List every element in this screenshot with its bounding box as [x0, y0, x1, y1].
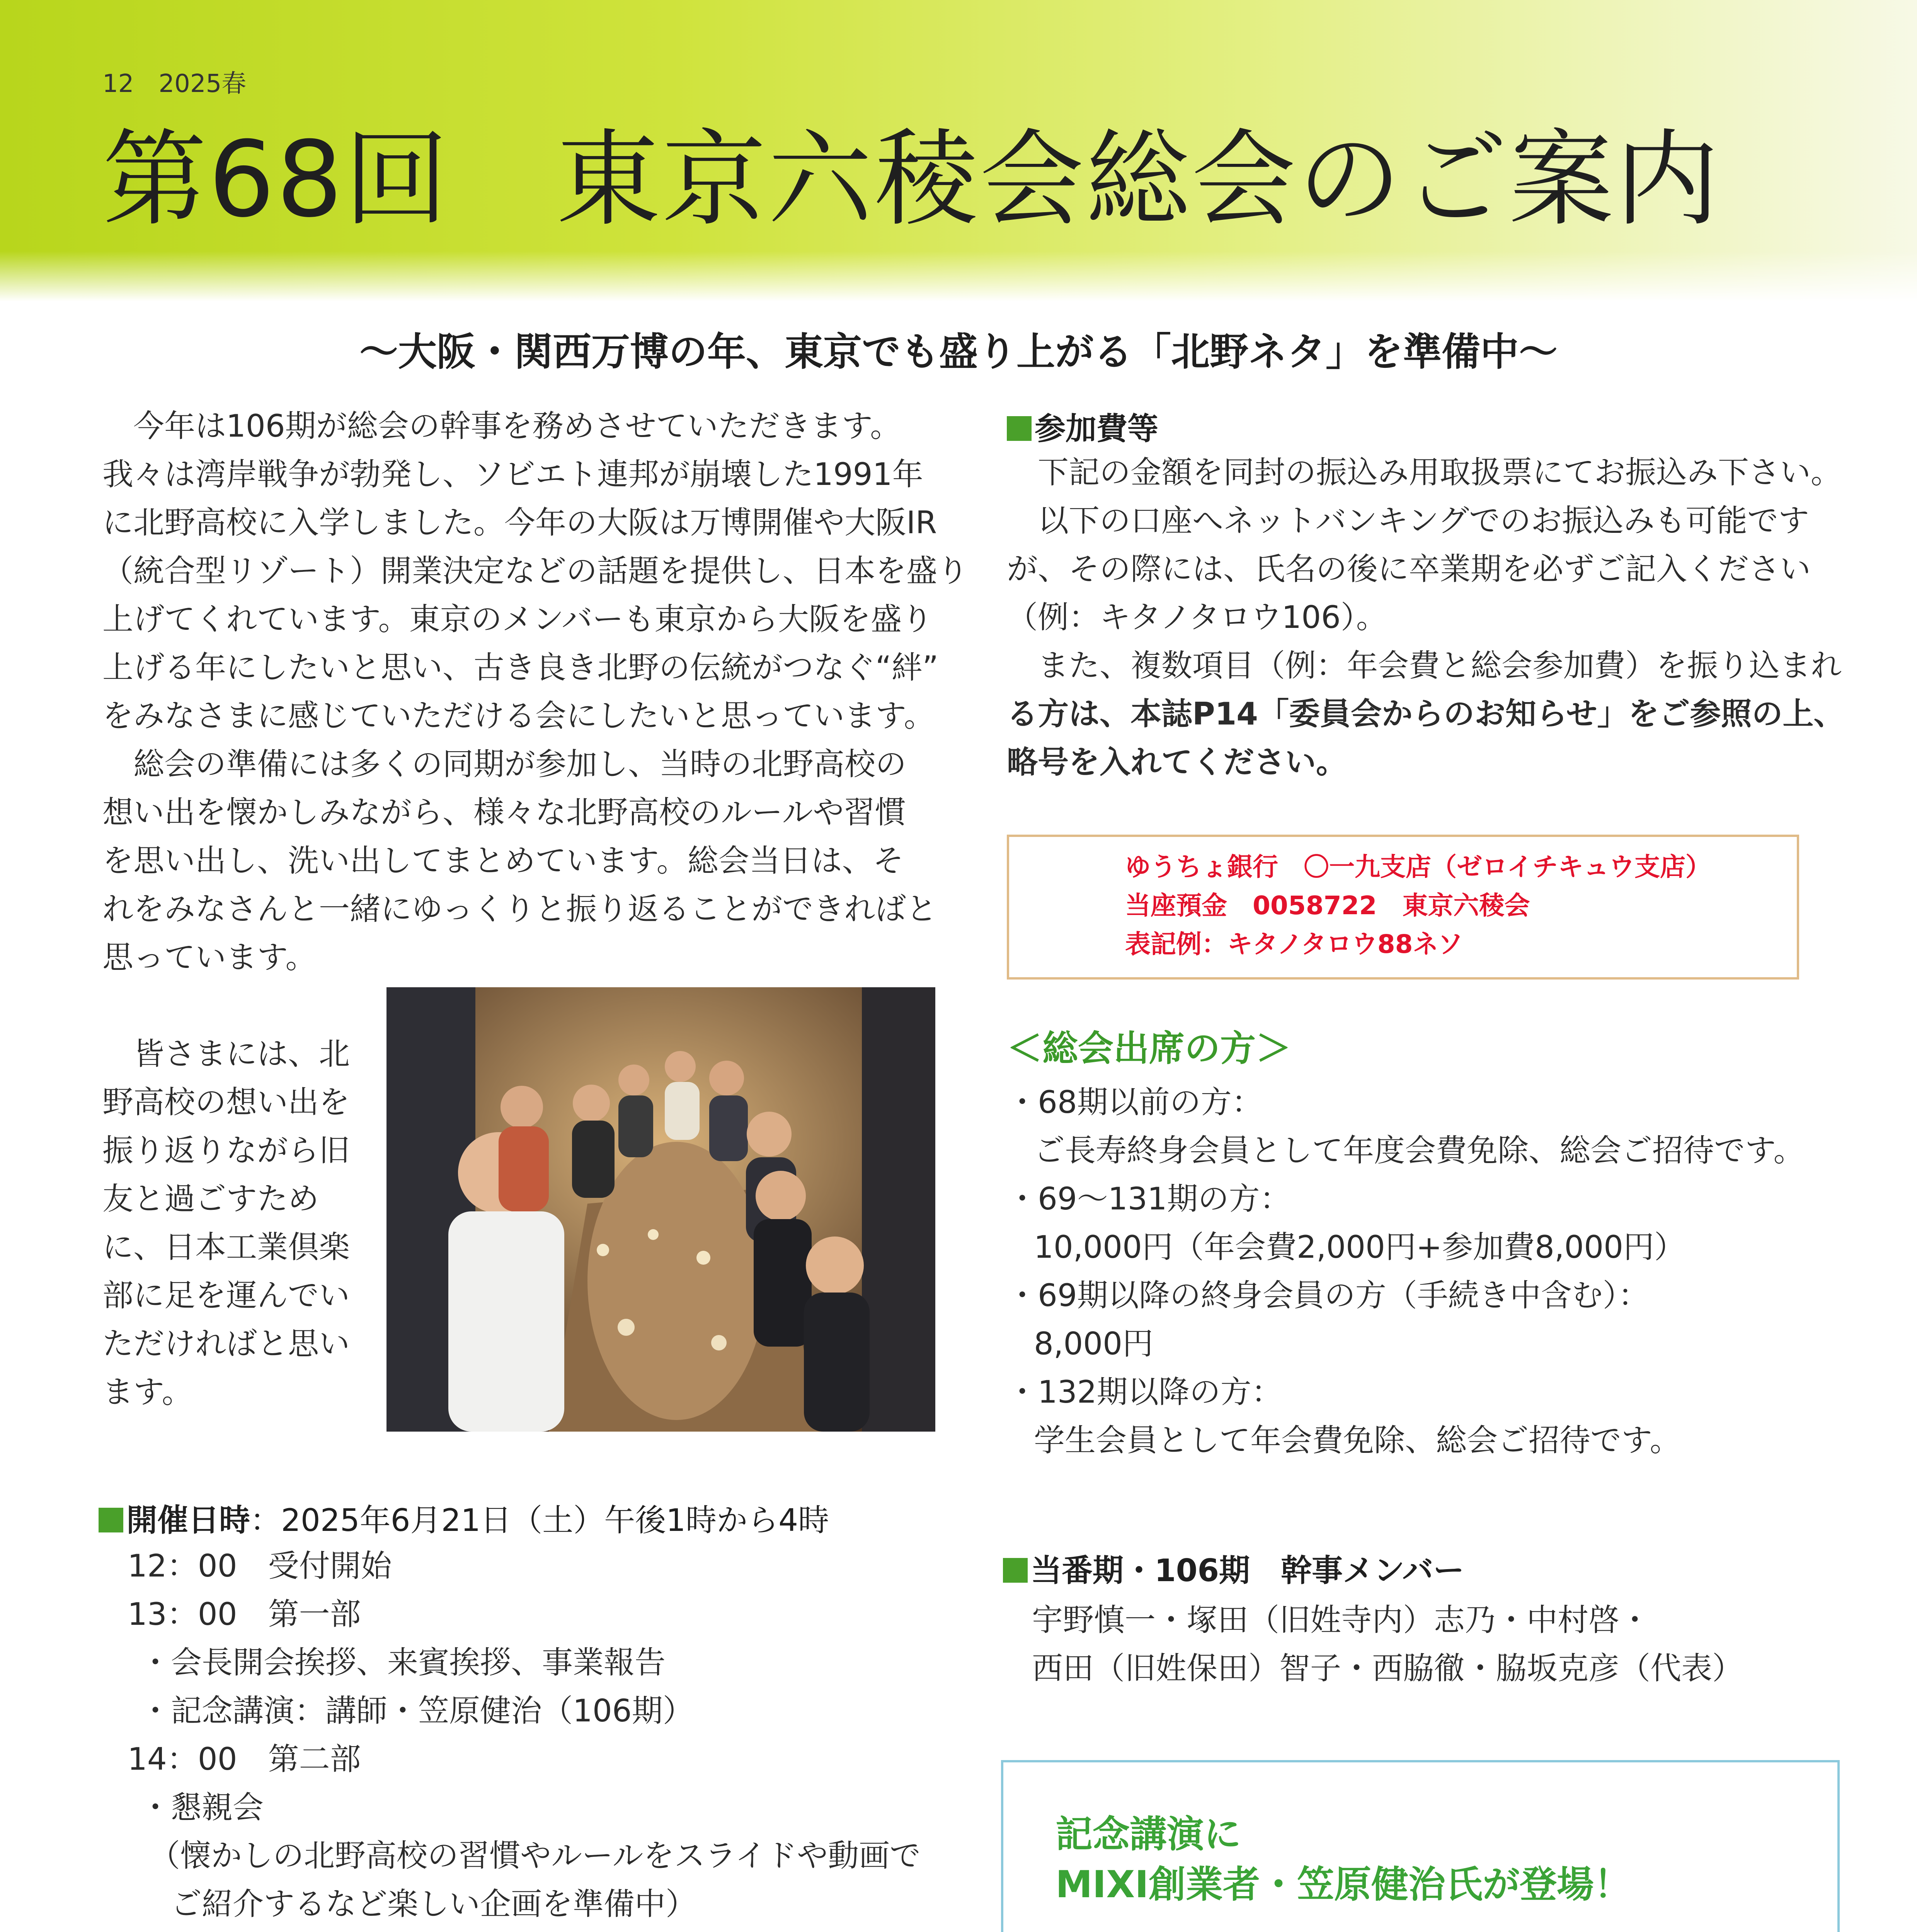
organizers-label: 当番期・106期 幹事メンバー — [1031, 1553, 1464, 1588]
attendance-item: ・69期以降の終身会員の方（手続き中含む）： — [1007, 1277, 1649, 1313]
lecture-heading-2: MIXI創業者・笠原健治氏が登場！ — [1056, 1863, 1631, 1906]
schedule-label: 開催日時 — [126, 1502, 250, 1538]
organizers-heading — [1003, 1546, 1464, 1590]
schedule-list — [128, 1542, 939, 1928]
intro-line: 上げてくれています。東京のメンバーも東京から大阪を盛り — [102, 601, 933, 637]
schedule-item: ・懇親会 — [140, 1789, 264, 1825]
schedule-value: ：2025年6月21日（土）午後1時から4時 — [250, 1502, 829, 1538]
intro-line: 上げる年にしたいと思い、古き良き北野の伝統がつなぐ“絆” — [102, 650, 938, 685]
attendance-item: 8,000円 — [1034, 1326, 1154, 1362]
intro-line: 皆さまには、北 — [133, 1036, 350, 1072]
intro-line: ただければと思い — [102, 1326, 350, 1362]
attendance-item: 10,000円（年会費2,000円+参加費8,000円） — [1034, 1229, 1685, 1265]
fee-text — [1007, 448, 1845, 786]
green-square-icon — [1007, 416, 1032, 441]
bank-account-box — [1007, 835, 1799, 980]
fee-line: が、その際には、氏名の後に卒業期を必ずご記入ください — [1007, 551, 1811, 587]
page-title: 第68回 東京六稜会総会のご案内 — [102, 119, 1721, 240]
intro-line: に北野高校に入学しました。今年の大阪は万博開催や大阪IR — [102, 505, 937, 541]
fee-line: 以下の口座へネットバンキングでのお振込みも可能です — [1038, 503, 1809, 539]
intro-line: 我々は湾岸戦争が勃発し、ソビエト連邦が崩壊した1991年 — [102, 456, 923, 492]
party-photo — [386, 987, 935, 1432]
schedule-item: （懐かしの北野高校の習慣やルールをスライドや動画で — [149, 1838, 921, 1874]
intro-line: に、日本工業倶楽 — [102, 1229, 350, 1265]
intro-line: ます。 — [102, 1374, 193, 1410]
fee-line: 略号を入れてください。 — [1007, 744, 1347, 780]
fee-line: （例：キタノタロウ106）。 — [1007, 599, 1387, 635]
schedule-item: ・記念講演：講師・笠原健治（106期） — [140, 1693, 694, 1729]
fee-label: 参加費等 — [1035, 411, 1158, 447]
intro-line: 友と過ごすため — [102, 1181, 319, 1217]
attendance-item: 学生会員として年会費免除、総会ご招待です。 — [1034, 1422, 1681, 1458]
bank-line: ゆうちょ銀行 〇一九支店（ゼロイチキュウ支店） — [1125, 852, 1711, 882]
fee-heading — [1007, 404, 1158, 448]
attendance-list — [1007, 1078, 1838, 1464]
attendance-heading: ＜総会出席の方＞ — [1007, 1028, 1292, 1069]
lecture-heading-1: 記念講演に — [1056, 1813, 1241, 1856]
green-square-icon — [99, 1508, 123, 1532]
intro-line: 思っています。 — [102, 939, 317, 975]
intro-line: 想い出を懐かしみながら、様々な北野高校のルールや習慣 — [102, 794, 906, 830]
bank-lines — [1125, 848, 1711, 964]
intro-line: を思い出し、洗い出してまとめています。総会当日は、そ — [102, 843, 904, 879]
intro-line: 野高校の想い出を — [102, 1084, 350, 1120]
attendance-item: ご長寿終身会員として年度会費免除、総会ご招待です。 — [1034, 1133, 1805, 1168]
intro-line: をみなさまに感じていただける会にしたいと思っています。 — [102, 698, 935, 734]
intro-text-narrow — [102, 1030, 381, 1416]
organizers-line: 西田（旧姓保田）智子・西脇徹・脇坂克彦（代表） — [1032, 1650, 1743, 1686]
intro-line: 総会の準備には多くの同期が参加し、当時の北野高校の — [133, 746, 906, 782]
schedule-item: ・会長開会挨拶、来賓挨拶、事業報告 — [140, 1645, 666, 1680]
green-square-icon — [1003, 1558, 1028, 1583]
schedule-heading — [99, 1495, 829, 1540]
intro-line: れをみなさんと一緒にゆっくりと振り返ることができればと — [102, 891, 937, 927]
organizers-list — [1032, 1596, 1836, 1692]
fee-line: また、複数項目（例：年会費と総会参加費）を振り込まれ — [1038, 648, 1842, 684]
lecture-box — [1001, 1760, 1840, 1932]
organizers-line: 宇野慎一・塚田（旧姓寺内）志乃・中村啓・ — [1032, 1602, 1650, 1638]
page-subtitle: ～大阪・関西万博の年、東京でも盛り上がる「北野ネタ」を準備中～ — [359, 329, 1558, 374]
intro-line: 振り返りながら旧 — [102, 1133, 350, 1168]
page-number: 12 2025春 — [102, 70, 247, 98]
bank-line: 表記例：キタノタロウ88ネソ — [1125, 929, 1463, 959]
fee-line: 下記の金額を同封の振込み用取扱票にてお振込み下さい。 — [1038, 454, 1842, 490]
intro-text — [102, 402, 968, 981]
attendance-item: ・69～131期の方： — [1007, 1181, 1291, 1217]
bank-line: 当座預金 0058722 東京六稜会 — [1125, 891, 1530, 920]
schedule-item: ご紹介するなど楽しい企画を準備中） — [171, 1886, 696, 1922]
schedule-item: 14：00 第二部 — [128, 1741, 361, 1777]
attendance-item: ・68期以前の方： — [1007, 1084, 1263, 1120]
fee-line: る方は、本誌P14「委員会からのお知らせ」をご参照の上、 — [1007, 696, 1845, 732]
attendance-item: ・132期以降の方： — [1007, 1374, 1282, 1410]
intro-line: 部に足を運んでい — [102, 1277, 350, 1313]
intro-line: 今年は106期が総会の幹事を務めさせていただきます。 — [133, 408, 901, 444]
schedule-item: 13：00 第一部 — [128, 1596, 361, 1632]
intro-line: （統合型リゾート）開業決定などの話題を提供し、日本を盛り — [102, 553, 968, 589]
schedule-item: 12：00 受付開始 — [128, 1548, 392, 1584]
